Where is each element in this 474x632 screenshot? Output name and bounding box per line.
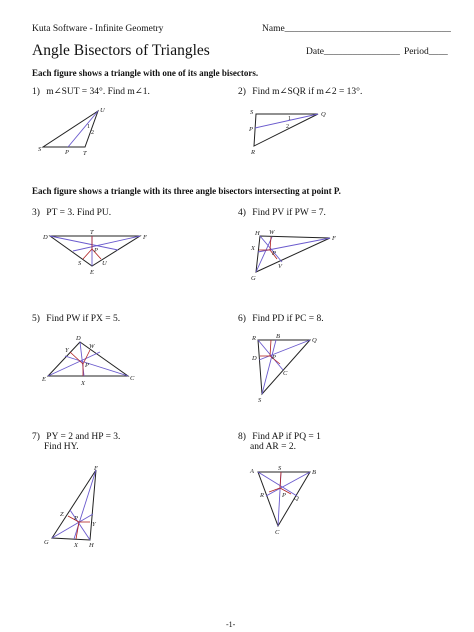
svg-text:H: H — [89, 542, 94, 549]
svg-text:R: R — [260, 492, 264, 499]
problem-2 — [238, 86, 362, 97]
svg-text:P: P — [272, 250, 276, 257]
svg-text:V: V — [278, 263, 282, 270]
problem-text: m∠SUT = 34°. Find m∠1. — [46, 87, 150, 97]
problem-number: 2) — [238, 87, 246, 97]
svg-text:P: P — [249, 126, 253, 133]
svg-text:B: B — [312, 469, 316, 476]
figure-5-triangle — [40, 334, 140, 389]
svg-text:E: E — [90, 269, 94, 276]
svg-text:U: U — [102, 260, 107, 267]
svg-text:C: C — [283, 370, 288, 377]
section1-instructions: Each figure shows a triangle with one of its angle bisectors. — [32, 68, 259, 78]
svg-text:X: X — [251, 245, 255, 252]
svg-text:P: P — [85, 362, 89, 369]
svg-text:S: S — [250, 109, 254, 116]
svg-text:Y: Y — [92, 521, 96, 528]
svg-text:Q: Q — [321, 111, 326, 118]
period-field-label: Period____ — [404, 47, 448, 57]
svg-text:Z: Z — [60, 511, 64, 518]
svg-text:U: U — [100, 107, 105, 114]
svg-text:1: 1 — [87, 124, 90, 130]
svg-text:G: G — [44, 539, 49, 546]
problem-1 — [32, 86, 150, 97]
problem-text: Find m∠SQR if m∠2 = 13°. — [252, 87, 363, 97]
svg-text:S: S — [38, 146, 42, 153]
date-field-label: Date________________ — [306, 47, 400, 57]
svg-text:P: P — [74, 515, 78, 522]
svg-text:F: F — [94, 465, 98, 472]
svg-text:E: E — [42, 376, 46, 383]
problem-number: 1) — [32, 87, 40, 97]
svg-text:P: P — [65, 149, 69, 156]
svg-text:F: F — [332, 235, 336, 242]
problem-7: 7) PY = 2 and HP = 3. Find HY. — [32, 432, 121, 452]
problem-3: 3) PT = 3. Find PU. — [32, 208, 112, 218]
svg-text:P: P — [272, 354, 276, 361]
publisher-line: Kuta Software - Infinite Geometry — [32, 24, 164, 34]
svg-text:1: 1 — [288, 116, 291, 122]
svg-text:T: T — [83, 150, 87, 157]
problem-8: 8) Find AP if PQ = 1 and AR = 2. — [238, 432, 321, 452]
svg-text:D: D — [43, 234, 48, 241]
svg-text:F: F — [143, 234, 147, 241]
svg-text:S: S — [258, 397, 262, 404]
svg-text:R: R — [252, 335, 256, 342]
worksheet-title: Angle Bisectors of Triangles — [32, 42, 210, 59]
figure-6-triangle — [248, 332, 328, 402]
svg-text:D: D — [76, 335, 81, 342]
svg-text:S: S — [78, 260, 82, 267]
svg-text:R: R — [251, 149, 255, 156]
svg-text:B: B — [276, 333, 280, 340]
svg-text:W: W — [269, 229, 275, 236]
svg-text:P: P — [282, 492, 286, 499]
svg-text:P: P — [94, 247, 98, 254]
figure-4-triangle — [250, 228, 345, 283]
svg-text:A: A — [250, 468, 254, 475]
svg-text:W: W — [89, 343, 95, 350]
svg-text:Q: Q — [294, 495, 299, 502]
svg-text:X: X — [74, 542, 78, 549]
figure-1-triangle — [38, 106, 118, 158]
svg-text:2: 2 — [286, 124, 289, 130]
svg-text:Y: Y — [65, 347, 69, 354]
figure-3-triangle — [40, 228, 150, 278]
svg-text:T: T — [90, 229, 94, 236]
svg-text:S: S — [278, 465, 282, 472]
section2-instructions: Each figure shows a triangle with its three angle bisectors intersecting at point P. — [32, 186, 341, 196]
problem-6: 6) Find PD if PC = 8. — [238, 314, 324, 324]
svg-text:C: C — [130, 375, 135, 382]
svg-text:C: C — [275, 529, 280, 536]
problem-4: 4) Find PV if PW = 7. — [238, 208, 326, 218]
svg-text:2: 2 — [91, 130, 94, 136]
figure-2-triangle — [248, 106, 328, 156]
svg-text:G: G — [251, 275, 256, 282]
svg-text:H: H — [255, 230, 260, 237]
problem-5: 5) Find PW if PX = 5. — [32, 314, 121, 324]
svg-text:X: X — [81, 380, 85, 387]
name-field-label: Name___________________________________ — [262, 24, 451, 34]
page-number: -1- — [226, 620, 236, 629]
figure-7-triangle — [40, 464, 120, 556]
svg-text:Q: Q — [312, 337, 317, 344]
figure-8-triangle — [248, 464, 328, 539]
svg-text:D: D — [252, 355, 257, 362]
